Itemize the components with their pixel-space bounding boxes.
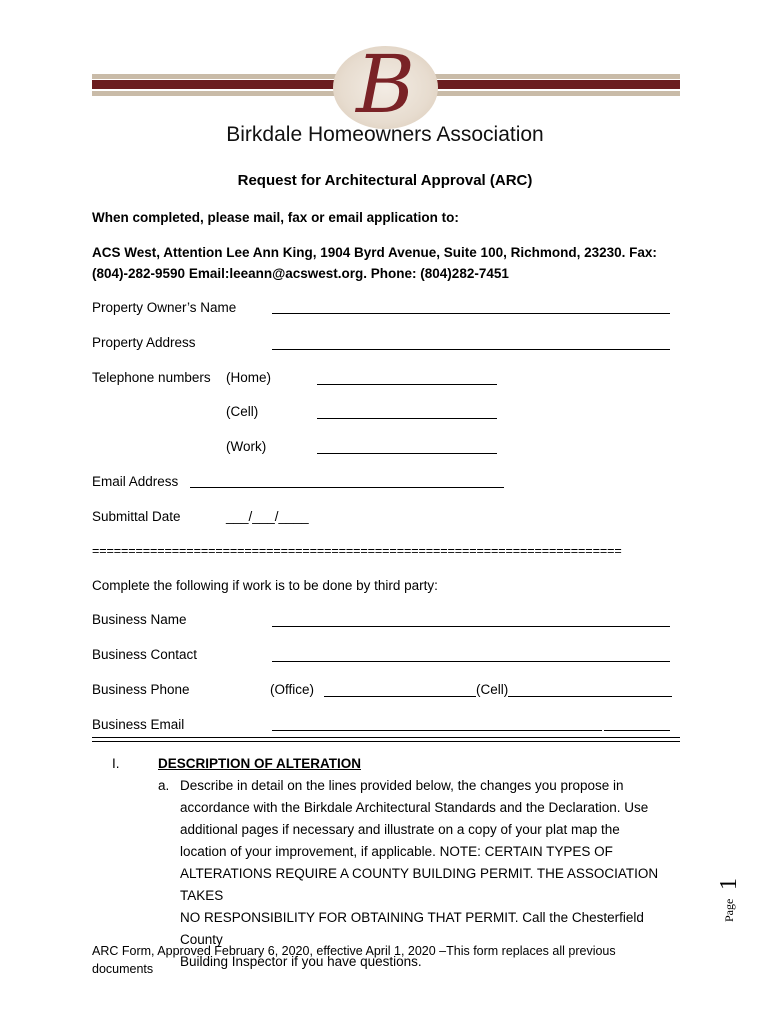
- section-heading: DESCRIPTION OF ALTERATION: [158, 756, 361, 771]
- telephone-label: Telephone numbers: [92, 370, 211, 385]
- business-email-label: Business Email: [92, 717, 185, 732]
- property-address-label: Property Address: [92, 335, 196, 350]
- form-title: Request for Architectural Approval (ARC): [237, 172, 533, 189]
- business-email-field[interactable]: [272, 730, 602, 731]
- page-number: 1: [716, 878, 742, 890]
- instruction-line: Building Inspector if you have questions.: [180, 954, 422, 969]
- work-phone-field[interactable]: [317, 453, 497, 454]
- business-contact-field[interactable]: [272, 661, 670, 662]
- owner-name-label: Property Owner’s Name: [92, 300, 237, 315]
- item-marker: a.: [158, 778, 170, 793]
- office-phone-label: (Office): [270, 682, 315, 697]
- business-email-field-extension[interactable]: [604, 730, 670, 731]
- submittal-date-label: Submittal Date: [92, 509, 181, 524]
- instruction-line: location of your improvement, if applicable. NOTE: CERTAIN TYPES OF: [180, 844, 613, 859]
- business-contact-label: Business Contact: [92, 647, 198, 662]
- owner-name-field[interactable]: [272, 313, 670, 314]
- cell-phone-field[interactable]: [317, 418, 497, 419]
- business-name-label: Business Name: [92, 612, 187, 627]
- property-address-field[interactable]: [272, 349, 670, 350]
- work-phone-label: (Work): [226, 439, 267, 454]
- page-label-word: Page: [722, 898, 736, 922]
- home-phone-field[interactable]: [317, 384, 497, 385]
- email-field[interactable]: [190, 487, 504, 488]
- submittal-date-field[interactable]: ___/___/____: [226, 509, 309, 524]
- instruction-line: NO RESPONSIBILITY FOR OBTAINING THAT PERMIT. Call the Chesterfield County: [180, 910, 644, 947]
- address-line-2: (804)-282-9590 Email:leeann@acswest.org. Phone: (804)282-7451: [92, 266, 509, 281]
- page-label: [716, 870, 742, 930]
- footer-line-1: ARC Form, Approved February 6, 2020, effective April 1, 2020 –This form replaces all previous: [92, 944, 616, 958]
- business-cell-label: (Cell): [476, 682, 509, 697]
- instruction-line: additional pages if necessary and illustrate on a copy of your plat map the: [180, 822, 620, 837]
- footer-line-2: documents: [92, 962, 154, 976]
- business-phone-label: Business Phone: [92, 682, 190, 697]
- cell-phone-label: (Cell): [226, 404, 259, 419]
- instruction-line: Describe in detail on the lines provided below, the changes you propose in: [180, 778, 624, 793]
- business-cell-field[interactable]: [508, 696, 672, 697]
- instruction-line: ALTERATIONS REQUIRE A COUNTY BUILDING PERMIT. THE ASSOCIATION TAKES: [180, 866, 659, 903]
- section-divider: [92, 737, 680, 742]
- instruction-line: accordance with the Birkdale Architectural Standards and the Declaration. Use: [180, 800, 649, 815]
- address-line-1: ACS West, Attention Lee Ann King, 1904 Byrd Avenue, Suite 100, Richmond, 23230. Fax:: [92, 245, 657, 260]
- org-name: Birkdale Homeowners Association: [226, 123, 544, 146]
- section-numeral: I.: [112, 756, 120, 771]
- home-phone-label: (Home): [226, 370, 272, 385]
- office-phone-field[interactable]: [324, 696, 476, 697]
- third-party-intro: Complete the following if work is to be done by third party:: [92, 578, 438, 593]
- send-to-instruction: When completed, please mail, fax or email application to:: [92, 210, 459, 225]
- separator-line: =========================================================================: [92, 544, 622, 558]
- email-label: Email Address: [92, 474, 179, 489]
- logo-letter: B: [356, 38, 415, 131]
- business-name-field[interactable]: [272, 626, 670, 627]
